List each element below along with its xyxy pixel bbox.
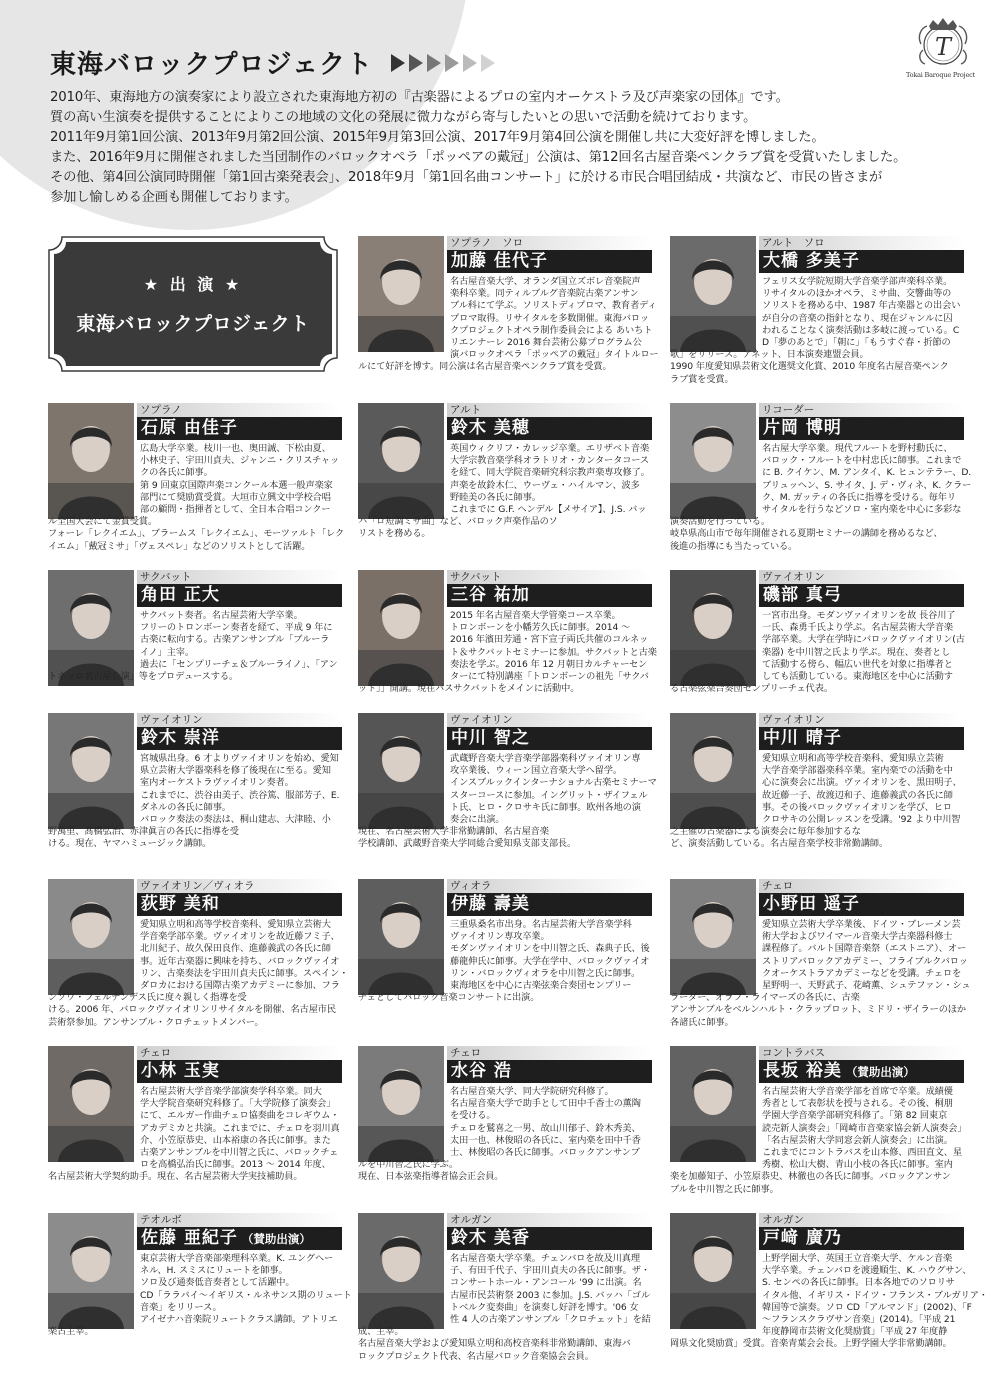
performer-name: 中川 智之 (451, 728, 530, 748)
performer-bio (358, 1253, 652, 1363)
performer-role: サクバット (447, 570, 652, 584)
performer-name: 小林 玉実 (141, 1061, 220, 1081)
bio-line: 士、林俊昭の各氏に師事。バロックアンサンブ (450, 1147, 640, 1159)
performer-bio (358, 1086, 652, 1184)
bio-line: 課程修了。バルト国際音楽祭（エストニア）、オー (762, 943, 967, 955)
bio-line: しても活動している。東海地区を中心に活動す (762, 671, 953, 683)
performer-card (48, 1046, 342, 1206)
performer-bio (358, 753, 657, 851)
bio-line: S. センペの各氏に師事。日本各地でのソロリサ (762, 1277, 955, 1289)
performer-name-bar (447, 250, 652, 273)
feature-label: ★ 出 演 ★ (143, 275, 243, 294)
bio-line: る古楽弦楽合奏団センプリーチェ代表。 (670, 683, 833, 695)
performer-bio (48, 1253, 352, 1338)
bio-line: 学大学院音楽研究科修了。「大学院修了演奏会」 (140, 1098, 336, 1110)
performer-name: 荻野 美和 (141, 894, 220, 914)
bio-line: ルにて好評を博す。同公演は名古屋音楽ペンクラブ賞を受賞。 (358, 361, 612, 373)
performer-role: オルガン (759, 1213, 964, 1227)
performer-name: 佐藤 亜紀子 (141, 1228, 238, 1248)
bio-line: 古楽に転向する。古楽アンサンブル「ブルーラ (140, 634, 330, 646)
performer-card (670, 1213, 988, 1373)
bio-line: 野睦美の各氏に師事。 (450, 491, 541, 503)
arrow-icon (445, 54, 459, 72)
bio-line: 学音楽学部卒業。ヴァイオリンを故近藤フミ子、 (140, 931, 340, 943)
performer-name-bar (759, 893, 964, 916)
performer-bio (48, 443, 345, 553)
bio-line: 部門にて奨励賞受賞。大垣市立興文中学校合唱 (140, 491, 331, 503)
performer-role: サクバット (137, 570, 342, 584)
bio-line: スターコースに参加。イングリット・ザイフェル (450, 789, 648, 801)
bio-line: イノ」主宰。 (140, 646, 194, 658)
bio-line: 大学音楽学部器楽科卒業。室内楽での活動を中 (762, 765, 953, 777)
bio-line: 藤龍伸氏に師事。大学在学中、バロックヴァイオ (450, 955, 650, 967)
bio-line: 2015 年名古屋音楽大学管楽コース卒業。 (450, 610, 621, 621)
performer-role: ヴァイオリン (759, 713, 964, 727)
bio-line: 音楽」をリリース。 (140, 1301, 222, 1313)
bio-line: ダネルの各氏に師事。 (140, 801, 231, 813)
performer-card (48, 879, 349, 1039)
bio-line: 部の顧問・指揮者として、全日本合唱コンクー (140, 504, 331, 516)
bio-line: 歌」をリリース。アネット、日本演奏連盟会員。 (670, 349, 869, 361)
bio-line: アカデミカと共演。これまでに、チェロを羽川真 (140, 1122, 340, 1134)
bio-line: リサイタルのほかオペラ、ミサ曲、交響曲等の (762, 288, 952, 300)
bio-line: トロンボーンを小幡芳久氏に師事。2014 〜 (450, 622, 631, 634)
bio-line: 古屋市民芸術祭 2003 に参加。J.S. バッハ「ゴル (450, 1289, 650, 1301)
logo-monogram: T (934, 33, 952, 61)
bio-line: 太田一也、林俊昭の各氏に、室内楽を田中千香 (450, 1134, 641, 1146)
performer-name: 加藤 佳代子 (451, 251, 548, 271)
bio-line: ラーダー、オラフ・ライマーズの各氏に、古楽 (670, 992, 860, 1004)
performer-name-bar (137, 1060, 342, 1083)
bio-line: ク、M. ガッティの各氏に指導を受ける。毎年リ (762, 491, 956, 503)
page-header (50, 44, 495, 81)
performer-role: チェロ (137, 1046, 342, 1060)
intro-line: また、2016年9月に開催されました当団制作のバロックオペラ「ポッペアの戴冠」公演は、第12回名古屋音楽ペンクラブ賞を受賞いたしました。 (50, 150, 907, 165)
performer-name-bar (759, 1227, 964, 1250)
intro-line: その他、第4回公演同時開催「第1回古楽発表会」、2018年9月「第1回名曲コンサート」に於ける市民合唱団結成・共演など、市民の皆さまが (50, 170, 883, 185)
bio-line: ける。2006 年、バロックヴァイオリンリサイタルを開催、名古屋市民 (48, 1004, 336, 1016)
bio-line: リン、古楽奏法を宇田川貞夫氏に師事。スペイン・ (140, 967, 349, 979)
guest-note: （賛助出演） (845, 1065, 915, 1079)
bio-line: 東京芸術大学音楽部楽理科卒業。K. ユングヘー (140, 1253, 334, 1264)
performer-name-bar (447, 893, 652, 916)
performer-bio (48, 610, 342, 683)
performer-name-bar (137, 1227, 342, 1250)
feature-box (48, 236, 338, 372)
title-arrows (391, 54, 495, 72)
tokai-baroque-logo (906, 14, 975, 79)
bio-line: 学園大学音楽学部研究科修了。「第 82 回東京 (762, 1110, 948, 1122)
performer-name-bar (759, 1060, 964, 1083)
performer-bio (670, 443, 972, 553)
bio-line: 一宮市出身。モダンヴァイオリンを故 長谷川了 (762, 610, 956, 621)
bio-line: 名古屋芸術大学音楽学部を首席で卒業。成績優 (762, 1086, 953, 1097)
bio-line: 愛知県立明和高等学校音楽科、愛知県立芸術大 (140, 919, 331, 930)
performer-name: 鈴木 崇洋 (141, 728, 220, 748)
bio-line: クオーケストラアカデミーなどを受講。チェロを (762, 967, 962, 979)
bio-line: 演バロックオペラ「ポッペアの戴冠」タイトルロー (450, 349, 659, 361)
bio-line: 秀者として表彰状を授与される。その後、桐朋 (762, 1098, 953, 1110)
bio-line: 年度静岡市芸術文化奨励賞」「平成 27 年度静 (762, 1326, 948, 1338)
performer-bio (358, 443, 652, 541)
performer-name: 三谷 祐加 (451, 585, 530, 605)
performer-bio (358, 919, 652, 1004)
performer-role: オルガン (447, 1213, 652, 1227)
performer-name-bar (137, 584, 342, 607)
bio-line: ネル、H. スミスにリュートを師事。 (140, 1265, 288, 1277)
bio-line: ストリアバロックアカデミー、フライブルクバロッ (762, 955, 968, 967)
bio-line: 武蔵野音楽大学音楽学部器楽科ヴァイオリン専 (450, 753, 641, 764)
performer-name-bar (759, 250, 964, 273)
performer-bio (670, 1253, 988, 1351)
performer-role: チェロ (759, 879, 964, 893)
bio-line: 奏会に出演。 (450, 814, 505, 826)
performer-name-bar (137, 893, 342, 916)
performer-card (670, 236, 964, 396)
bio-line: 小林史子、宇田川貞夫、ジャンニ・クリスチャッ (140, 455, 340, 467)
performer-card (670, 713, 964, 873)
performer-card (358, 1046, 652, 1206)
bio-line: 星野明一、天野武子、花崎薫、シュテファン・シュ (762, 980, 971, 992)
performer-name-bar (759, 584, 964, 607)
bio-line: ブリュッヘン、S. サイタ、J. デ・ヴィネ、K. クラー (762, 479, 972, 491)
performer-role: ヴィオラ (447, 879, 652, 893)
bio-line: 三重県桑名市出身。名古屋芸術大学音楽学科 (450, 919, 632, 930)
intro-line: 2011年9月第1回公演、2013年9月第2回公演、2015年9月第3回公演、2017年9月第4回公演を開催し共に大変好評を博しました。 (50, 130, 825, 145)
bio-line: ロックプロジェクト代表、名古屋バロック音楽協会会員。 (358, 1350, 594, 1362)
bio-line: バロック奏法の奏法は、桐山建志、大津睦、小 (140, 814, 331, 826)
performer-role: アルト ソロ (759, 236, 964, 250)
bio-line: 攻卒業後、ウィーン国立音楽大学へ留学。 (450, 765, 622, 777)
bio-line: 英国ウィクリフ・カレッジ卒業。エリザベト音楽 (450, 443, 650, 454)
performer-bio (358, 276, 659, 374)
bio-line: 秀樹、松山大樹、青山小枝の各氏に師事。室内 (762, 1159, 953, 1171)
bio-line: ど、演奏活動している。名古屋音楽学校非常勤講師。 (670, 838, 889, 850)
bio-line: イタル他、イギリス・ドイツ・フランス・ブルガリア・ (762, 1289, 988, 1301)
bio-line: クの各氏に師事。 (140, 467, 213, 479)
bio-line: ロを高橋弘治氏に師事。2013 〜 2014 年度、 (140, 1159, 331, 1171)
intro-line: 参加し愉しめる企画も開催しております。 (50, 190, 298, 205)
performer-name-bar (137, 417, 342, 440)
bio-line: 岐阜県高山市で毎年開催される夏期セミナーの講師を務めるなど、 (670, 528, 943, 540)
performer-role: アルト (447, 403, 652, 417)
bio-line: 現在、日本弦楽指導者協会正会員。 (358, 1171, 504, 1183)
performer-role: チェロ (447, 1046, 652, 1060)
feature-group-name: 東海バロックプロジェクト (76, 313, 310, 335)
performer-name-bar (447, 584, 652, 607)
performer-bio (670, 1086, 967, 1196)
bio-line: ターにて特別講座「トロンボーンの祖先「サクバ (450, 671, 649, 683)
intro-line: 質の高い生演奏を提供することによりこの地域の文化の発展に微力ながら寄与したいとの思いで活動を続けております。 (50, 110, 757, 125)
performer-bio (48, 753, 342, 851)
bio-line: プロマ取得。リサイタルを多数開催。東海バロッ (450, 312, 649, 324)
bio-line: サイタルを行うなどソロ・室内楽を中心に多彩な (762, 504, 962, 516)
bio-line: トベルク変奏曲」を演奏し好評を博す。'06 女 (450, 1301, 639, 1313)
bio-line: 故近藤一子、故渡辺和子、進藤義武の各氏に師 (762, 789, 953, 801)
bio-line: が自分の音楽の指針となり、現在ジャンルに囚 (762, 312, 953, 324)
bio-line: インスブルックインターナショナル古楽セミナーマ (450, 777, 657, 789)
bio-line: 心に演奏会に出演。ヴァイオリンを、黒田明子、 (762, 777, 962, 789)
bio-line: ト氏、ヒロ・クロサキ氏に師事。欧州各地の演 (450, 801, 641, 813)
bio-line: 宮城県出身。6 才よりヴァイオリンを始め、愛知 (140, 753, 339, 764)
performer-name: 小野田 遥子 (763, 894, 860, 914)
performer-role: テオルボ (137, 1213, 342, 1227)
performer-name: 中川 晴子 (763, 728, 842, 748)
bio-line: 名古屋音楽大学卒業。チェンバロを故及川真理 (450, 1253, 640, 1264)
performer-role: ヴァイオリン／ヴィオラ (137, 879, 342, 893)
performer-bio (670, 276, 964, 386)
performer-role: ヴァイオリン (137, 713, 342, 727)
bio-line: 性 4 人の古楽アンサンブル「クロチェット」を結 (450, 1314, 651, 1326)
performer-bio (48, 1086, 342, 1184)
performer-name-bar (447, 727, 652, 750)
bio-line: リエンナーレ 2016 舞台芸術公募プログラム公 (450, 337, 642, 349)
bio-line: を受ける。 (450, 1110, 496, 1122)
bio-line: 之主催の古楽器による演奏会に毎年参加するな (670, 826, 861, 838)
performer-name-bar (137, 727, 342, 750)
bio-line: 事。その後バロックヴァイオリンを学び、ヒロ (762, 801, 952, 813)
bio-line: ヴァイオリン専攻卒業。 (450, 931, 550, 943)
bio-line: を経て、同大学院音楽研究科宗教声楽専攻修了。 (450, 467, 650, 479)
performer-card (48, 1213, 352, 1373)
bio-line: 過去に「センプリーチェ＆ブルーライノ」、「アン (140, 658, 338, 670)
performer-name-bar (447, 1227, 652, 1250)
arrow-icon (391, 54, 405, 72)
page-title: 東海バロックプロジェクト (50, 50, 373, 80)
bio-line: 現在、名古屋芸術大学非常勤講師、名古屋音楽 (358, 826, 549, 838)
bio-line: 名古屋音楽大学で助手として田中千香士の薫陶 (450, 1098, 641, 1110)
performer-role: リコーダー (759, 403, 964, 417)
bio-line: 楽古主宰。 (48, 1326, 94, 1338)
intro-line: 2010年、東海地方の演奏家により設立された東海地方初の『古楽器によるプロの室内オーケストラ及び声楽家の団体』です。 (50, 90, 789, 105)
bio-line: 芸術祭参加。アンサンブル・クロチェットメンバー。 (48, 1016, 264, 1028)
bio-line: 楽器) を中川智之氏より学ぶ。現在、奏者とし (762, 646, 951, 658)
bio-line: 名古屋芸術大学音楽学部演奏学科卒業。同大 (140, 1086, 322, 1097)
bio-line: クロサキの公開レッスンを受講。'92 より中川智 (762, 814, 961, 826)
bio-line: 学校講師、武蔵野音楽大学同総合愛知県支部支部長。 (358, 838, 577, 850)
arrow-icon (409, 54, 423, 72)
bio-line: フェリス女学院短期大学音楽学部声楽科卒業。 (762, 276, 953, 287)
bio-line: これまでにコントラバスを山本修、西田直文、星 (762, 1147, 962, 1159)
bio-line: チェロを鷲喜之一男、故山川郁子、鈴木秀美、 (450, 1122, 641, 1134)
logo-text: Tokai Baroque Project (906, 71, 975, 79)
performer-card (670, 1046, 967, 1206)
bio-line: D「夢のあとで」「朝に」「もうすぐ春・折節の (762, 337, 951, 349)
bio-line: フォーレ「レクイエム」、ブラームス「レクイエム」、モーツァルト「レク (48, 528, 345, 540)
bio-line: 演奏活動を行っている。 (670, 516, 770, 528)
guest-note: （賛助出演） (241, 1232, 311, 1246)
performer-bio (670, 753, 964, 851)
bio-line: ブル科にて学ぶ。ソリストディプロマ、教育者ディ (450, 300, 657, 312)
performer-name: 片岡 博明 (763, 418, 842, 438)
bio-line: 声楽を故鈴木仁、ウーヴェ・ハイルマン、波多 (450, 479, 640, 491)
performer-name: 磯部 真弓 (763, 585, 842, 605)
bio-line: に B. クイケン、M. アンタイ、K. ヒュンテラー、D. (762, 467, 972, 479)
bio-line: アイゼナハ音楽院リュートクラス講師。アトリエ (140, 1314, 338, 1326)
bio-line: 各諸氏に師事。 (670, 1016, 734, 1028)
performer-card (358, 403, 652, 563)
bio-line: 子、有田千代子、宇田川貞夫の各氏に師事。ザ・ (450, 1265, 650, 1277)
bio-line: 介、小笠原恭史、山本裕康の各氏に師事。また (140, 1134, 331, 1146)
bio-line: これまでに、渋谷由美子、渋谷篤、服部芳子、E. (140, 789, 340, 801)
bio-line: ソロ及び通奏低音奏者として活躍中。 (140, 1277, 295, 1289)
performer-name: 鈴木 美香 (451, 1228, 530, 1248)
performer-card (48, 713, 342, 873)
bio-line: ハ「ロ短調ミサ曲」など、バロック声楽作品のソ (358, 516, 558, 528)
bio-line: リストを務める。 (358, 528, 431, 540)
performer-card (670, 570, 964, 730)
performer-name: 伊藤 壽美 (451, 894, 530, 914)
bio-line: モダンヴァイオリンを中川智之氏、森典子氏、後 (450, 943, 650, 955)
bio-line: ット」」開講。現在バスサクバットをメインに活動中。 (358, 683, 580, 695)
performer-card (48, 403, 345, 563)
bio-line: 2016 年濱田芳通・宮下宣子両氏共催のコルネッ (450, 634, 649, 646)
bio-line: 一氏、森勇千氏より学ぶ。名古屋芸術大学音楽 (762, 622, 954, 634)
bio-line: ソリストを務める中、1987 年古楽器との出会い (762, 300, 961, 312)
intro-text (50, 88, 970, 208)
arrow-icon (481, 54, 495, 72)
bio-line: 名古屋音楽大学、オランダ国立ズボレ音楽院声 (450, 276, 641, 287)
performer-card (358, 879, 652, 1039)
bio-line: 〜フランスクラヴサン音楽」(2014)。「平成 21 (762, 1314, 956, 1326)
bio-line: て活動する傍ら、幅広い世代を対象に指導者と (762, 658, 953, 670)
bio-line: 楽科卒業。同ティルブルグ音楽院古楽アンサン (450, 288, 639, 300)
bio-line: ト＆サクバットセミナーに参加。サクバットと古楽 (450, 646, 657, 658)
bio-line: 広島大学卒業。枝川一也、奥田誠、下松由夏、 (140, 443, 331, 454)
bio-line: サクバット奏者。名古屋芸術大学卒業。 (140, 610, 303, 621)
performer-bio (670, 610, 964, 695)
bio-line: ル全国大会にて金賞受賞。 (48, 516, 158, 528)
performer-card (670, 879, 971, 1039)
performer-card (358, 1213, 652, 1373)
bio-line: 大学宗教音楽学科オラトリオ・カンタータコース (450, 455, 650, 467)
performer-name: 鈴木 美穂 (451, 418, 530, 438)
arrow-icon (463, 54, 477, 72)
bio-line: 古楽アンサンブルを中川智之氏に、バロックチェ (140, 1147, 339, 1159)
bio-line: 愛知県立明和高等学校音楽科、愛知県立芸術 (762, 753, 944, 764)
bio-line: 読売新人演奏会」「岡崎市音楽家協会新人演奏会」 (762, 1122, 967, 1134)
bio-line: 東海地区を中心に古楽弦楽合奏団センプリー (450, 980, 632, 992)
bio-line: 1990 年度愛知県芸術文化選奨文化賞、2010 年度名古屋音楽ペンク (670, 361, 949, 373)
performer-name: 角田 正大 (141, 585, 220, 605)
bio-line: 術大学およびワイマール音楽大学古楽器科修士 (762, 931, 953, 943)
performer-card (48, 570, 342, 730)
bio-line: イエム」「戴冠ミサ」「ヴェスペレ」などのソリストとして活躍。 (48, 540, 311, 552)
bio-line: 岡県文化奨励賞」受賞。音楽青葉会会長。上野学園大学非常勤講師。 (670, 1338, 952, 1350)
bio-line: 楽を加藤知子、小笠原恭史、林徹也の各氏に師事。バロックアンサン (670, 1171, 951, 1183)
bio-line: ルを中川智之氏に学ぶ。 (358, 1159, 459, 1171)
bio-line: コンサートホール・アンコール '99 に出演。名 (450, 1277, 642, 1289)
bio-line: にて、エルガー作曲チェロ協奏曲をコレギウム・ (140, 1110, 340, 1122)
bio-line: 成、主宰。 (358, 1326, 404, 1338)
crest-icon (915, 14, 971, 70)
performer-card (358, 713, 657, 873)
bio-line: ラブ賞を受賞。 (670, 373, 734, 385)
bio-line: 名古屋大学卒業。現代フルートを野村勳氏に、 (762, 443, 953, 454)
bio-line: 北川紀子、故久保田良作、進藤義武の各氏に師 (140, 943, 331, 955)
bio-line: リン・バロックヴィオラを中川智之氏に師事。 (450, 967, 641, 979)
performer-role: ヴァイオリン (759, 570, 964, 584)
performer-name-bar (447, 417, 652, 440)
performer-card (358, 570, 657, 730)
bio-line: 上野学園大学、英国王立音楽大学、ケルン音楽 (762, 1253, 953, 1264)
bio-line: バロック・フルートを中村忠氏に師事。これまで (762, 455, 962, 467)
bio-line: フリーのトロンボーン奏者を経て、平成 9 年に (140, 622, 333, 634)
performer-role: ソプラノ ソロ (447, 236, 652, 250)
performer-bio (48, 919, 349, 1029)
bio-line: クプロジェクトオペラ制作委員会による あいちト (450, 324, 653, 336)
bio-line: 室内オーケストラヴァイオリン奏者。 (140, 777, 294, 789)
performer-name: 長坂 裕美 (763, 1061, 842, 1081)
arrow-icon (427, 54, 441, 72)
bio-line: ける。現在、ヤマハミュージック講師。 (48, 838, 212, 850)
performer-name-bar (447, 1060, 652, 1083)
bio-line: 学部卒業。大学在学時にバロックヴァイオリン(古 (762, 634, 965, 646)
bio-line: 野萬里、髙橋弘治、赤津眞言の各氏に指導を受 (48, 826, 239, 838)
bio-line: 名古屋音楽大学および愛知県立明和高校音楽科非常勤講師、東海バ (358, 1338, 631, 1350)
bio-line: 「名古屋芸術大学同窓会新人演奏会」に出演。 (762, 1134, 953, 1146)
performer-name: 水谷 浩 (451, 1061, 512, 1081)
bio-line: 名古屋音楽大学、同大学院研究科修了。 (450, 1086, 614, 1097)
bio-line: CD「ララバイ〜イギリス・ルネサンス期のリュート (140, 1289, 352, 1301)
performer-role: コントラバス (759, 1046, 964, 1060)
performer-name-bar (759, 417, 964, 440)
bio-line: 奏法を学ぶ。2016 年 12 月朝日カルチャーセン (450, 658, 648, 670)
bio-line: 後進の指導にも当たっている。 (670, 540, 798, 552)
performer-name-bar (759, 727, 964, 750)
bio-line: これまでに G.F. ヘンデル【メサイア】、J.S. バッ (450, 504, 647, 516)
bio-line: 大学卒業。チェンバロを渡邊順生、K. ハウグサン、 (762, 1265, 972, 1277)
bio-line: ブルを中川智之氏に師事。 (670, 1183, 779, 1195)
performer-card (358, 236, 659, 396)
bio-line: われることなく演奏活動は多岐に渡っている。C (762, 324, 960, 336)
bio-line: 事。近年古楽器に興味を持ち、バロックヴァイオ (140, 955, 340, 967)
performer-role: ヴァイオリン (447, 713, 652, 727)
bio-line: トネッロ名古屋公演」等をプロデュースする。 (48, 671, 239, 683)
bio-line: 韓国等で演奏。ソロ CD「アルマンド」(2002)、「F (762, 1301, 972, 1313)
performer-bio (670, 919, 971, 1029)
bio-line: 名古屋芸術大学契約助手。現在、名古屋芸術大学実技補助員。 (48, 1171, 303, 1183)
bio-line: 第 9 回東京国際声楽コンクール本選一般声楽家 (140, 479, 333, 491)
bio-line: チェとしてバロック音楽コンサートに出演。 (358, 992, 540, 1004)
bio-line: 愛知県立芸術大学卒業後、ドイツ・ブレーメン芸 (762, 919, 961, 930)
performer-role: ソプラノ (137, 403, 342, 417)
performer-card (670, 403, 972, 563)
bio-line: 県立芸術大学器楽科を修了後現在に至る。愛知 (140, 765, 331, 777)
performer-name: 大橋 多美子 (763, 251, 860, 271)
bio-line: アンサンブルをベルンハルト・クラップロット、ミドリ・ザイラーのほか (670, 1004, 966, 1016)
performer-name: 戸﨑 廣乃 (763, 1228, 842, 1248)
performer-name: 石原 由佳子 (141, 418, 238, 438)
bio-line: ンソワ・フェルナンデス氏に度々親しく指導を受 (48, 992, 247, 1004)
performer-bio (358, 610, 657, 695)
bio-line: ダロカにおける国際古楽アカデミーに参加、フラ (140, 980, 340, 992)
